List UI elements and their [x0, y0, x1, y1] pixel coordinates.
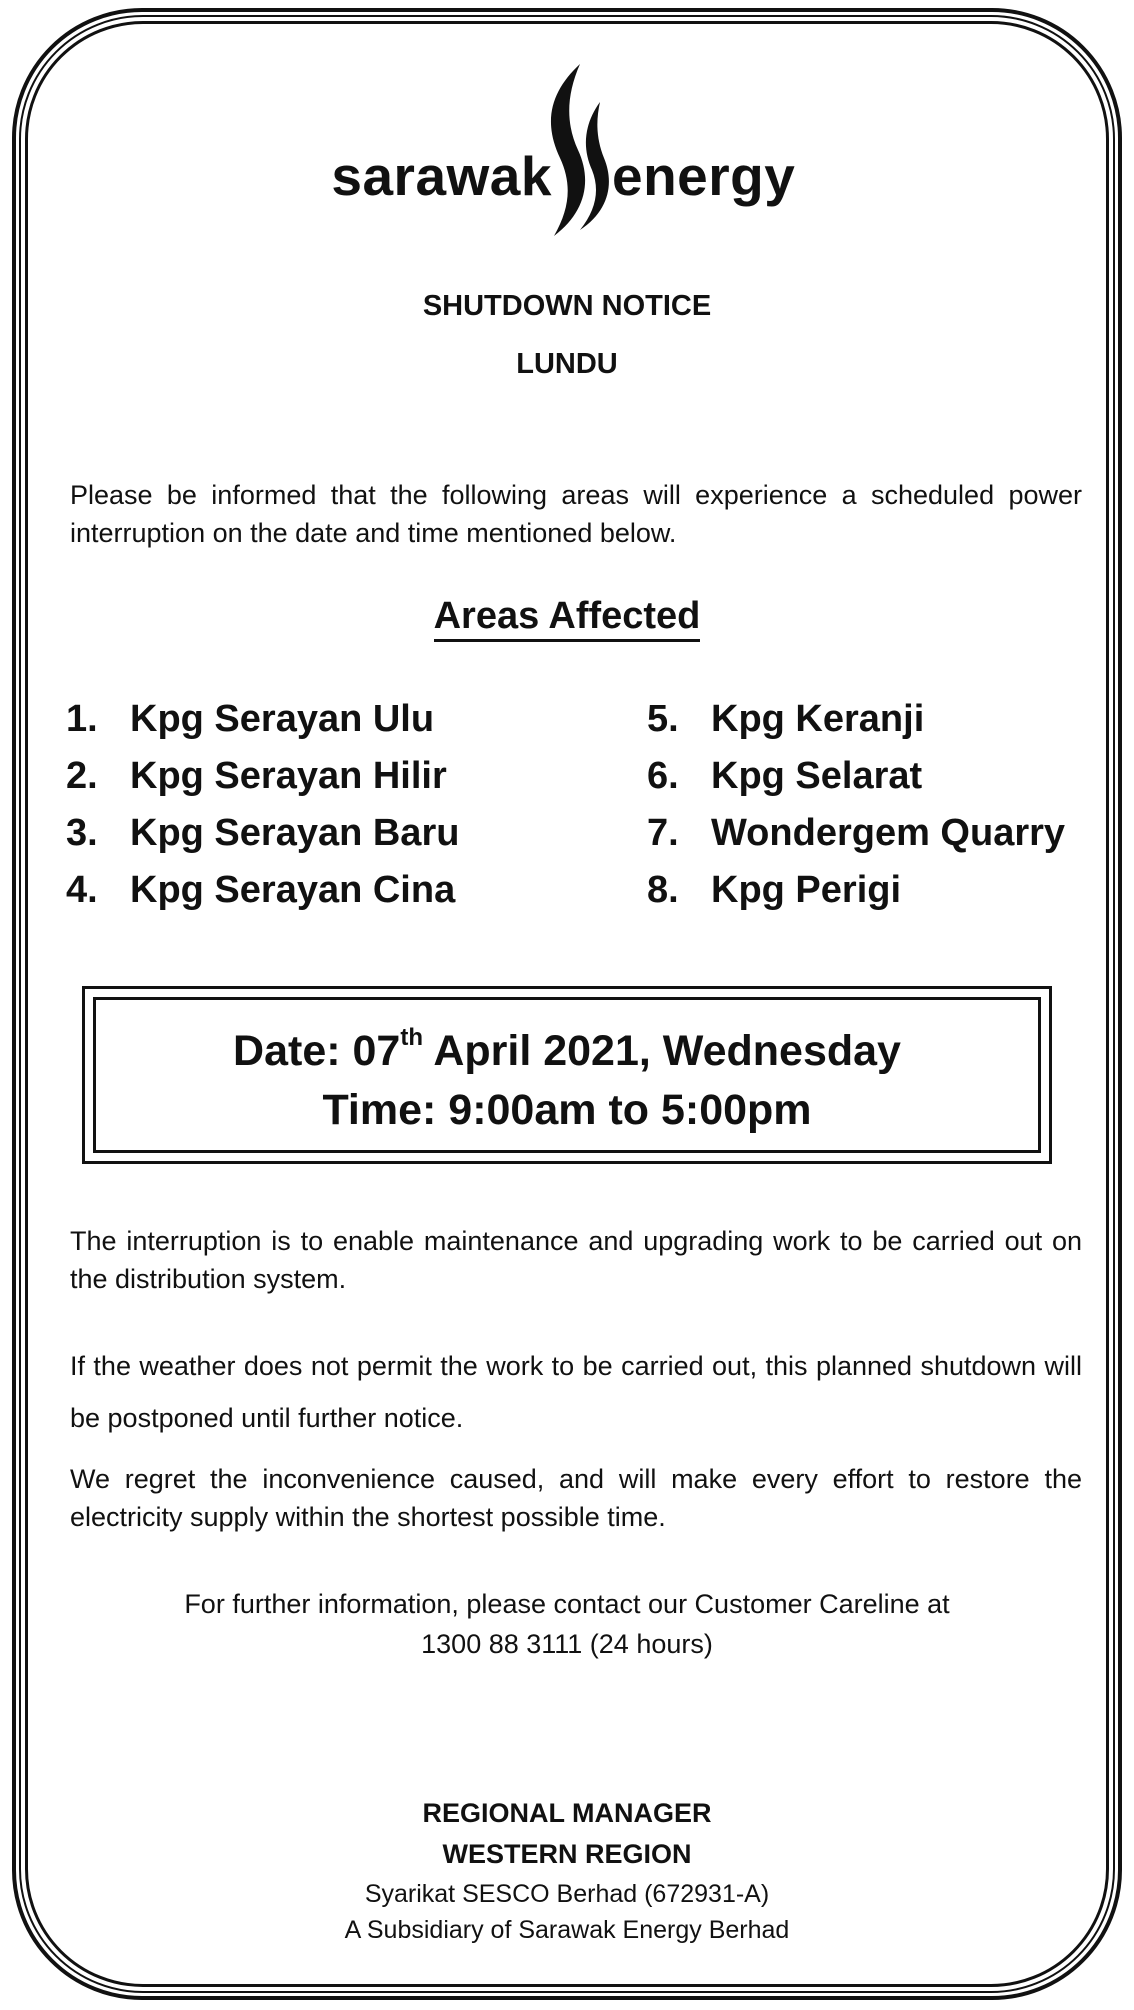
area-number: 5. [647, 698, 679, 740]
contact-line: For further information, please contact our Customer Careline at [184, 1589, 950, 1619]
sarawak-energy-logo [0, 62, 1134, 242]
area-name: Kpg Serayan Ulu [130, 698, 435, 740]
area-name: Wondergem Quarry [711, 812, 1066, 854]
reason-paragraph: The interruption is to enable maintenance and upgrading work to be carried out on the distribution system. [70, 1226, 1082, 1294]
schedule-time: Time: 9:00am to 5:00pm [322, 1086, 812, 1134]
area-name: Kpg Perigi [711, 869, 902, 911]
area-name: Kpg Serayan Hilir [130, 755, 447, 797]
logo-word-sarawak: sarawak [331, 145, 552, 207]
areas-heading-text: Areas Affected [434, 595, 701, 642]
date-ordinal-suffix: th [400, 1024, 423, 1051]
area-item [66, 869, 459, 926]
date-prefix: Date: 07 [233, 1027, 401, 1075]
area-item [647, 869, 1065, 926]
area-number: 7. [647, 812, 679, 854]
schedule-date [96, 1024, 1038, 1076]
schedule-box-inner-border [93, 997, 1041, 1153]
date-rest: April 2021, Wednesday [422, 1027, 901, 1075]
contact-info [0, 1584, 1134, 1664]
regret-paragraph: We regret the inconvenience caused, and will make every effort to restore the electricity supply within the shortest possible time. [70, 1464, 1082, 1532]
area-item [647, 755, 1065, 812]
area-number: 6. [647, 755, 679, 797]
area-name: Kpg Selarat [711, 755, 923, 797]
notice-title: SHUTDOWN NOTICE [422, 290, 712, 322]
area-name: Kpg Serayan Cina [130, 869, 456, 911]
notice-location: LUNDU [516, 348, 618, 380]
weather-paragraph: If the weather does not permit the work to be carried out, this planned shutdown will be postponed until further notice. [70, 1351, 1082, 1433]
area-number: 2. [66, 755, 98, 797]
careline-number: 1300 88 3111 (24 hours) [421, 1629, 713, 1659]
flame-icon [540, 62, 612, 238]
area-name: Kpg Keranji [711, 698, 925, 740]
signatory-title: REGIONAL MANAGER [422, 1798, 712, 1828]
area-number: 4. [66, 869, 98, 911]
area-name: Kpg Serayan Baru [130, 812, 460, 854]
areas-heading [0, 595, 1134, 638]
areas-list-right [647, 698, 1065, 926]
area-item [66, 755, 459, 812]
intro-paragraph: Please be informed that the following areas will experience a scheduled power interruption on the date and time mentioned below. [70, 480, 1082, 548]
area-number: 8. [647, 869, 679, 911]
schedule-box [82, 986, 1052, 1164]
area-number: 1. [66, 698, 98, 740]
area-item [647, 812, 1065, 869]
logo-word-energy: energy [612, 145, 796, 207]
parent-company: A Subsidiary of Sarawak Energy Berhad [344, 1916, 790, 1944]
area-number: 3. [66, 812, 98, 854]
signatory-region: WESTERN REGION [442, 1839, 692, 1869]
areas-list-left [66, 698, 459, 926]
area-item [647, 698, 1065, 755]
area-item [66, 812, 459, 869]
area-item [66, 698, 459, 755]
company-name: Syarikat SESCO Berhad (672931-A) [364, 1880, 770, 1908]
